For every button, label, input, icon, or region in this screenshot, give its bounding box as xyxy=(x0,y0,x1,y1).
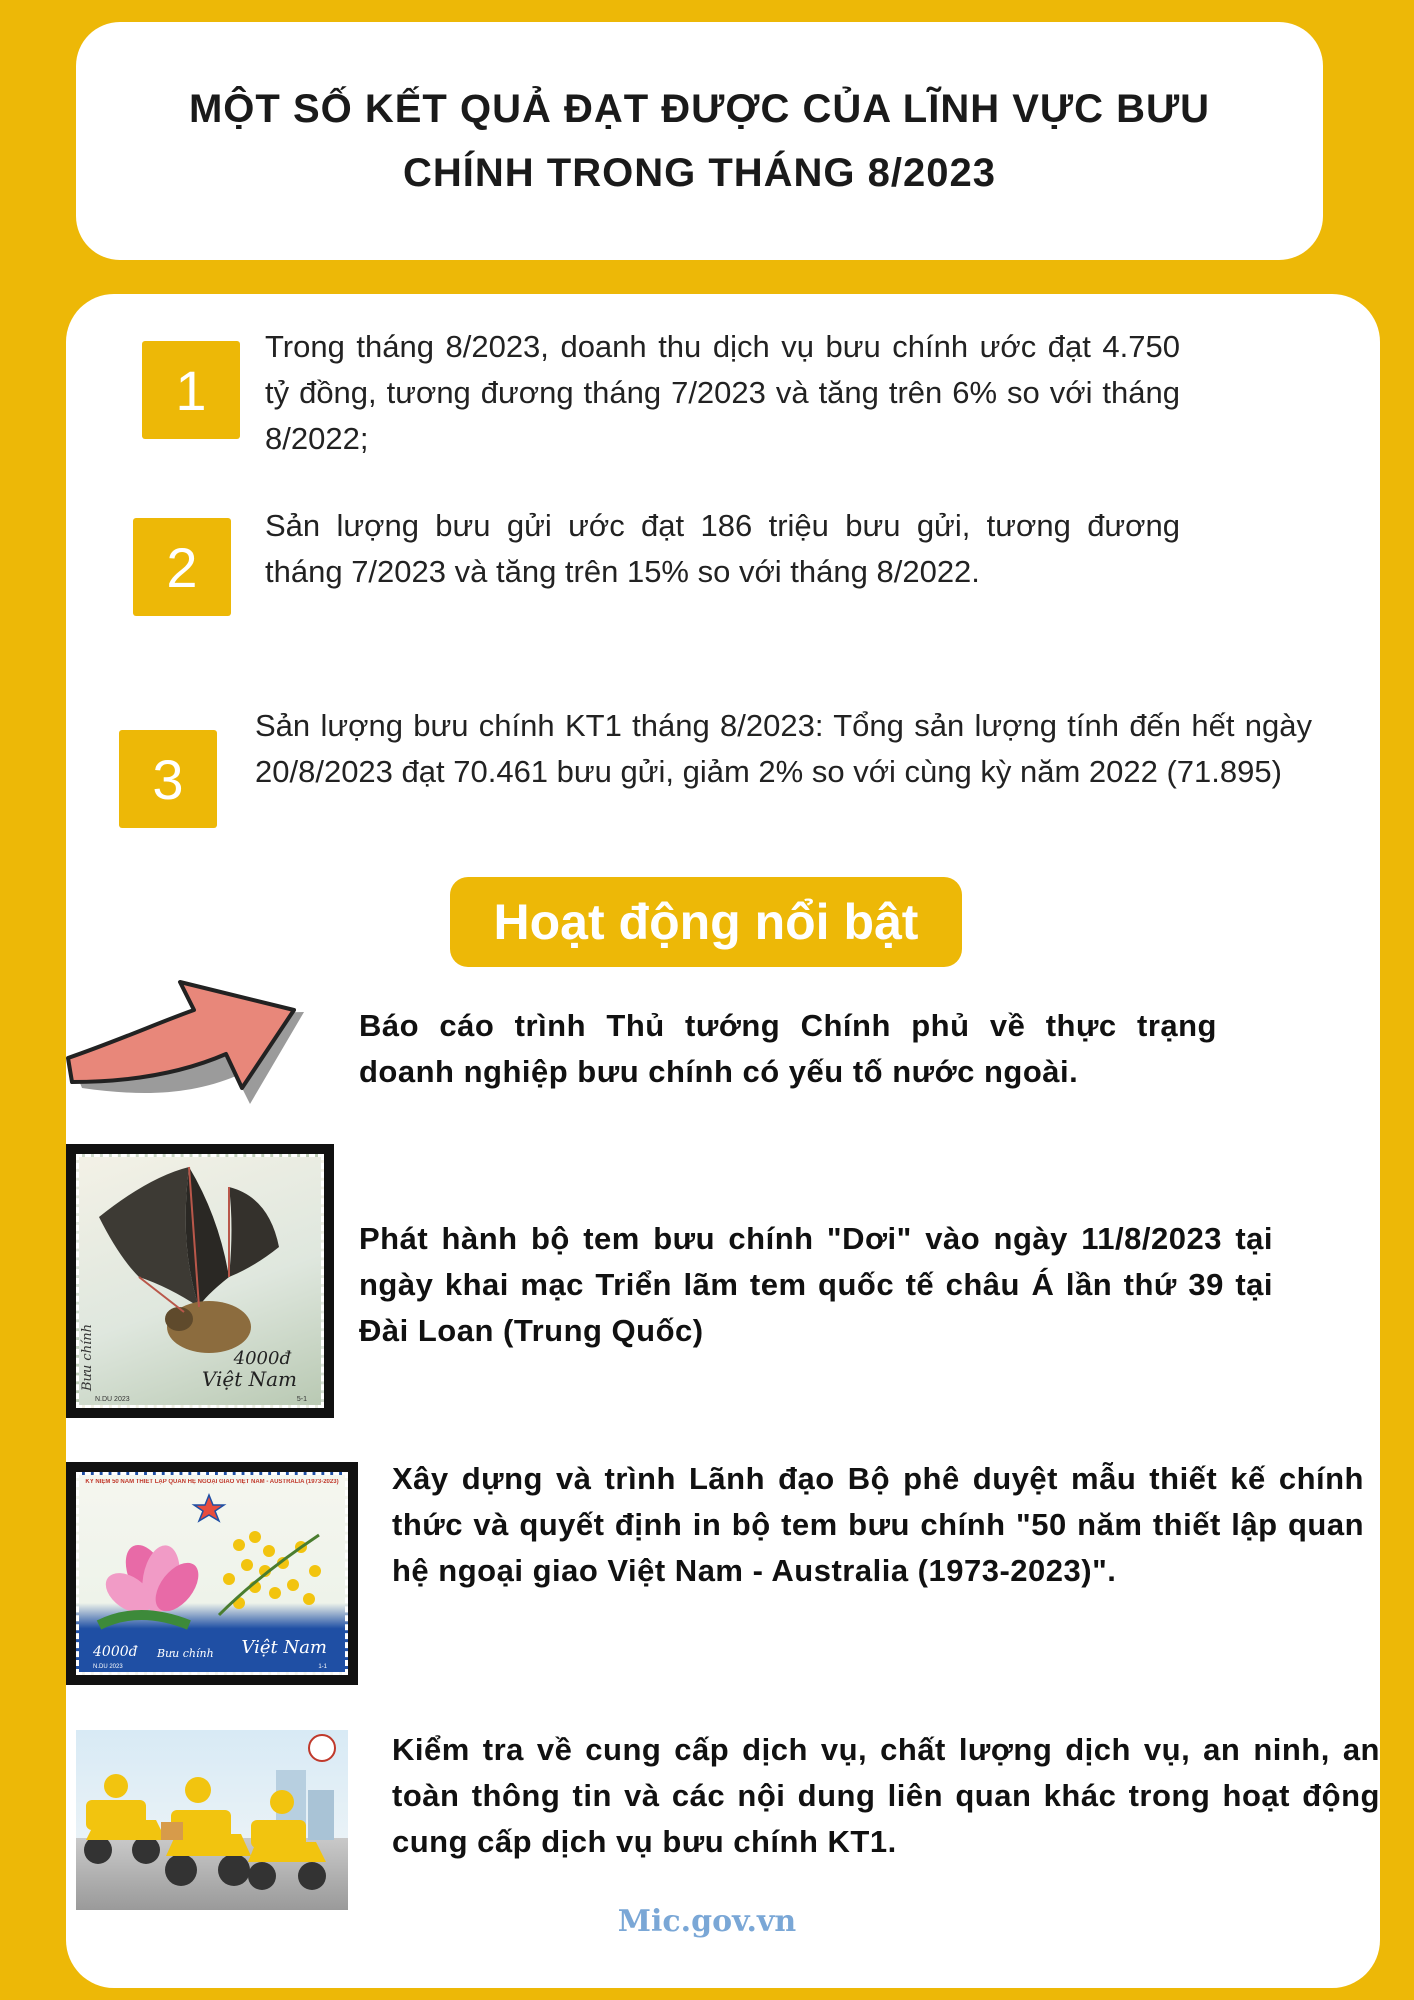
flower-stamp-banner: KỶ NIỆM 50 NĂM THIẾT LẬP QUAN HỆ NGOẠI GIAO VIỆT NAM - AUSTRALIA (1973-2023) xyxy=(85,1479,339,1485)
page-title: MỘT SỐ KẾT QUẢ ĐẠT ĐƯỢC CỦA LĨNH VỰC BƯU CHÍNH TRONG THÁNG 8/2023 xyxy=(188,87,1211,195)
bat-stamp-caption: Bưu chính xyxy=(80,1324,95,1391)
flower-stamp-code: 1-1 xyxy=(318,1664,327,1670)
footer-source: Mic.gov.vn xyxy=(617,1904,797,1939)
bat-stamp-designer: N.DU 2023 xyxy=(95,1396,130,1403)
activity-text-3: Xây dựng và trình Lãnh đạo Bộ phê duyệt mẫu thiết kế chính thức và quyết định in bộ tem bưu chính "50 năm thiết lập quan hệ ngoại giao Việt Nam - Australia (1973-2023)". xyxy=(392,1461,1364,1588)
flower-stamp-caption: Bưu chính xyxy=(157,1647,214,1660)
bat-stamp-country: Việt Nam xyxy=(201,1367,297,1391)
highlight-heading: Hoạt động nổi bật xyxy=(450,877,962,967)
title-card xyxy=(76,22,1323,260)
stat-number-2: 2 xyxy=(133,518,231,616)
curved-arrow-icon xyxy=(64,970,314,1110)
flower-stamp-country: Việt Nam xyxy=(241,1637,327,1658)
postal-riders-illustration xyxy=(76,1730,348,1910)
stat-text-2: Sản lượng bưu gửi ước đạt 186 triệu bưu gửi, tương đương tháng 7/2023 và tăng trên 15% so với tháng 8/2022. xyxy=(265,508,1180,589)
flower-stamp-value: 4000đ xyxy=(93,1644,138,1660)
stat-number-1: 1 xyxy=(142,341,240,439)
activity-text-2: Phát hành bộ tem bưu chính "Dơi" vào ngày 11/8/2023 tại ngày khai mạc Triển lãm tem quốc tế châu Á lần thứ 39 tại Đài Loan (Trung Quốc) xyxy=(359,1221,1273,1348)
stat-number-3: 3 xyxy=(119,730,217,828)
activity-text-1: Báo cáo trình Thủ tướng Chính phủ về thực trạng doanh nghiệp bưu chính có yếu tố nước ngoài. xyxy=(359,1008,1217,1089)
activity-text-4: Kiểm tra về cung cấp dịch vụ, chất lượng dịch vụ, an ninh, an toàn thông tin và các nội dung liên quan khác trong hoạt động cung cấp dịch vụ bưu chính KT1. xyxy=(392,1732,1380,1859)
flower-stamp-designer: N.DU 2023 xyxy=(93,1664,123,1670)
stat-text-1: Trong tháng 8/2023, doanh thu dịch vụ bưu chính ước đạt 4.750 tỷ đồng, tương đương tháng 7/2023 và tăng trên 6% so với tháng 8/2022; xyxy=(265,329,1180,456)
bat-stamp-code: 5-1 xyxy=(296,1396,307,1403)
flower-stamp-image xyxy=(66,1462,358,1685)
stat-text-3: Sản lượng bưu chính KT1 tháng 8/2023: Tổng sản lượng tính đến hết ngày 20/8/2023 đạt 70.461 bưu gửi, giảm 2% so với cùng kỳ năm 2022 (71.895) xyxy=(255,708,1312,789)
delivery-riders-image xyxy=(76,1730,348,1910)
bat-stamp-value: 4000đ xyxy=(233,1348,291,1369)
bat-stamp-image xyxy=(66,1144,334,1418)
